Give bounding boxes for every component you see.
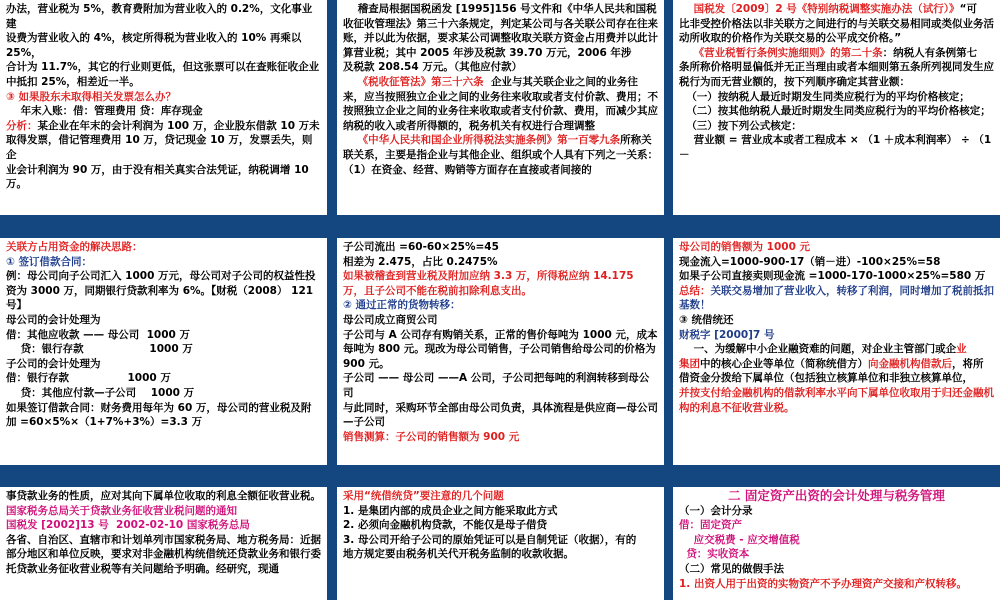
slide-8-text-line: 1. 是集团内部的成员企业之间方能采取此方式 [343, 504, 558, 517]
slide-2-text-line: 及税款 208.54 万元。（其他应付款） [343, 61, 523, 74]
slide-8-text-line: 3. 母公司开给子公司的原始凭证可以是自制凭证（收据），有的 [343, 533, 637, 546]
slide-2-text-line: 《税收征管法》第三十六条 企业与其关联企业之间的业务往 [343, 75, 638, 88]
slide-thumbnail-6[interactable] [673, 238, 1000, 465]
slide-5-text-line: 子公司流出 =60-60×25%=45 [343, 241, 499, 253]
slide-6-text-line: 如果子公司直接卖则现金流 =1000-170-1000×25%=580 万 [679, 270, 986, 283]
slide-4-text-line: 例：母公司向子公司汇入 1000 万元，母公司对子公司的权益性投 [6, 270, 316, 283]
slide-9-text-line: 应交税费 - 应交增值税 [679, 533, 800, 546]
slide-thumbnail-4[interactable] [0, 238, 327, 465]
slide-5-text-line: 销售测算：子公司的销售额为 900 元 [343, 430, 520, 443]
slide-4-text-line: 母公司的会计处理为 [6, 313, 101, 326]
slide-8-text-line: 地方规定要由税务机关代开税务监制的收款收据。 [343, 548, 574, 561]
slide-6-text-line: 借资金分拨给下属单位（包括独立核算单位和非独立核算单位， [679, 372, 973, 385]
slide-4-text-line: 贷：其他应付款—子公司 1000 万 [6, 386, 195, 399]
slide-1-text-line: 设费为营业收入的 4%，核定所得税为营业收入的 10% 再乘以 25%， [6, 32, 306, 59]
slide-6-text-line: 并按支付给金融机构的借款利率水平向下属单位收取用于归还金融机构的利息不征收营业税。 [679, 386, 994, 414]
slide-4-text-line: 加 =60×5%×（1+7%+3%）=3.3 万 [6, 416, 203, 429]
slide-1-text-line: 办法，营业税为 5%，教育费附加为营业收入的 0.2%，文化事业建 [6, 3, 313, 30]
slide-3-text-line: 比非受控价格法以非关联方之间进行的与关联交易相同或类似业务活动所收取的价格作为关联交易的公平成交价格。” [679, 17, 994, 45]
slide-9-text-line: 1. 出资人用于出资的实物资产不予办理资产交接和产权转移。 [679, 577, 967, 590]
slide-6-text-line: 现金流入=1000-900-17（销－进）-100×25%=58 [679, 255, 941, 268]
slide-4-text-line: 如果签订借款合同：财务费用每年为 60 万，母公司的营业税及附 [6, 401, 312, 414]
slide-4-text-line: 资为 3000 万，同期银行贷款利率为 6%。【财税（2008） 121 号】 [6, 284, 317, 312]
slide-thumbnail-8[interactable] [337, 487, 664, 600]
slide-3-text-line: 国税发〔2009〕2 号《特别纳税调整实施办法（试行）》“可 [679, 3, 977, 15]
slide-4-text-line: 关联方占用资金的解决思路： [6, 241, 143, 253]
slide-3-text-line: 条所称价格明显偏低并无正当理由或者本细则第五条所列视同发生应税行为而无营业额的，按下列顺序确定其营业额： [679, 61, 994, 88]
slide-9-text-line: 二 固定资产出资的会计处理与税务管理 [728, 488, 945, 503]
slide-3-text-line: （三）按下列公式核定： [679, 119, 802, 132]
slide-9-text-line: （一）会计分录 [679, 504, 753, 517]
slide-5-text-line: 子公司 —— 母公司 ——A 公司，子公司把每吨的利润转移到母公司 [343, 372, 650, 399]
slide-1-text-line: 取得发票，借记管理费用 10 万，贷记现金 10 万，发票丢失，则企 [6, 134, 313, 161]
slide-thumbnail-3[interactable] [673, 0, 1000, 215]
slide-4-text-line: 借：其他应收款 —— 母公司 1000 万 [6, 328, 191, 341]
slide-5-text-line: 子公司与 A 公司存有购销关系，正常的售价每吨为 1000 元，成本 [343, 328, 658, 341]
slide-5-text-line: ② 通过正常的货物转移： [343, 299, 461, 312]
slide-5-text-line: 母公司成立商贸公司 [343, 313, 438, 326]
slide-5-text-line: 与此同时，采购环节全部由母公司负责，具体流程是供应商—母公司—子公司 [343, 401, 658, 429]
slide-1-text-line: 合计为 11.7%，其它的行业则更低，但这张票可以在查账征收企业中抵扣 25%，相差近一半。 [6, 61, 320, 88]
slide-7-text-line: 事贷款业务的性质，应对其向下属单位收取的利息全额征收营业税。 [6, 490, 321, 502]
slide-5-text-line: 相差为 2.475，占比 0.2475% [343, 255, 498, 268]
slide-6-text-line: 财税字 [2000]7 号 [679, 328, 775, 341]
slide-4-text-line: 贷：银行存款 1000 万 [6, 343, 193, 356]
slide-6-text-line: 一、为缓解中小企业融资难的问题，对企业主管部门或企业 [679, 343, 967, 356]
slide-2-text-line: 来，应当按照独立企业之间的业务往来收取或者支付价款、费用；不按照独立企业之间的业务往来收取或者支付价款、费用，而减少其应纳税的收入或者所得额的，税务机关有权进行合理调整 [343, 90, 658, 132]
slide-6-text-line: 集团中的核心企业等单位（简称统借方）向金融机构借款后，将所 [679, 357, 984, 370]
slide-thumbnail-5[interactable] [337, 238, 664, 465]
slide-7-text-line: 各省、自治区、直辖市和计划单列市国家税务局、地方税务局：近据部分地区和单位反映，要求对非金融机构统借统还贷款业务和银行委托贷款业务征收营业税等有关问题给予明确。经研究，现通 [6, 533, 321, 575]
slide-1-text-line: 业会计利润为 90 万，由于没有相关真实合法凭证，纳税调增 10 万。 [6, 163, 313, 191]
slide-1-text-line: 年末入账：借：管理费用 贷：库存现金 [6, 105, 203, 118]
slide-3-text-line: （一）按纳税人最近时期发生同类应税行为的平均价格核定； [679, 90, 970, 103]
slide-4-text-line: 借：银行存款 1000 万 [6, 372, 171, 385]
slide-thumbnail-9[interactable] [673, 487, 1000, 600]
slide-2-text-line: 《中华人民共和国企业所得税法实施条例》第一百零九条所称关联关系，主要是指企业与其他企业、组织或个人具有下列之一关系：（1）在资金、经营、购销等方面存在直接或者间接的 [343, 134, 658, 176]
slide-8-text-line: 2. 必须向金融机构贷款，不能仅是母子借贷 [343, 519, 547, 532]
slide-4-text-line: ① 签订借款合同： [6, 255, 93, 268]
slide-5-text-line: 每吨为 800 元。现改为母公司销售，子公司销售给母公司的价格为 900 元。 [343, 343, 660, 370]
slide-9-text-line: （二）常见的做假手法 [679, 562, 784, 575]
slide-3-text-line: 《营业税暂行条例实施细则》的第二十条：纳税人有条例第七 [679, 46, 978, 59]
slide-1-text-line: ③ 如果股东未取得相关发票怎么办？ [6, 90, 177, 103]
slide-6-text-line: 总结：关联交易增加了营业收入，转移了利润，同时增加了税前抵扣基数！ [679, 284, 994, 312]
slide-thumbnail-1[interactable] [0, 0, 327, 215]
slide-3-text-line: （二）按其他纳税人最近时期发生同类应税行为的平均价格核定； [679, 105, 991, 118]
slide-thumbnail-2[interactable] [337, 0, 664, 215]
slide-3-text-line: 营业额 = 营业成本或者工程成本 × （1 ＋成本利润率） ÷ （1－ [679, 134, 992, 161]
slide-1-text-line: 分析：某企业在年末的会计利润为 100 万，企业股东借款 10 万未 [6, 119, 320, 132]
slide-6-text-line: 母公司的销售额为 1000 元 [679, 241, 811, 253]
slide-8-text-line: 采用“统借统贷”要注意的几个问题 [343, 490, 504, 502]
slide-5-text-line: 如果被稽查到营业税及附加应纳 3.3 万，所得税应纳 14.175 万，且子公司不能在税前扣除利息支出。 [343, 270, 638, 297]
slide-2-text-line: 稽查局根据国税函发 [1995]156 号文件和《中华人民共和国税收征收管理法》第三十六条规定，判定某公司与各关联公司存在往来账，并以此为依据，要求某公司调整收取关联方资金占用费并以此计算营业税；其中 2005 年涉及税款 39.70 万元，2006 年涉 [343, 3, 658, 59]
slide-thumbnail-7[interactable] [0, 487, 327, 600]
slide-6-text-line: ③ 统借统还 [679, 313, 734, 326]
slide-9-text-line: 贷：实收资本 [679, 548, 750, 561]
slide-7-text-line: 国家税务总局关于贷款业务征收营业税问题的通知 [6, 504, 237, 517]
slide-4-text-line: 子公司的会计处理为 [6, 357, 101, 370]
slide-9-text-line: 借：固定资产 [679, 519, 742, 532]
slide-7-text-line: 国税发 [2002]13 号 2002-02-10 国家税务总局 [6, 519, 250, 532]
